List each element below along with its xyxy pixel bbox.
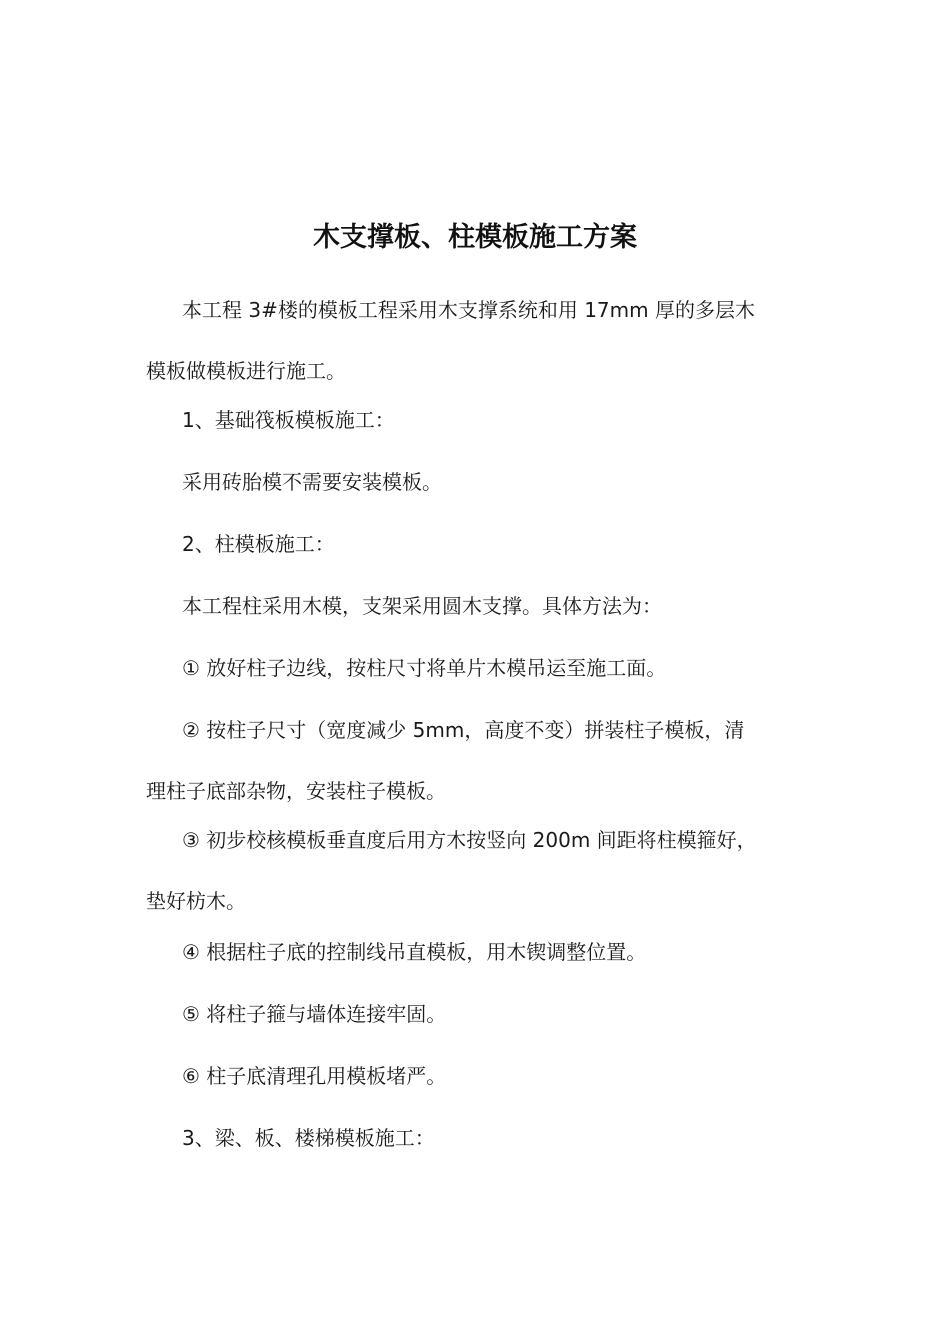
step-3 — [146, 810, 806, 932]
section-heading-beam-slab-stair — [146, 1108, 806, 1169]
paragraph-intro — [146, 280, 806, 402]
step-4 — [146, 922, 806, 983]
paragraph-line: 1、基础筏板模板施工： — [182, 408, 395, 432]
paragraph-line: 本工程柱采用木模，支架采用圆木支撑。具体方法为： — [182, 594, 662, 618]
paragraph-line: 2、柱模板施工： — [182, 532, 335, 556]
paragraph-line: 模板做模板进行施工。 — [146, 359, 346, 383]
step-2 — [146, 700, 806, 822]
step-5 — [146, 984, 806, 1045]
paragraph-line: ⑤ 将柱子箍与墙体连接牢固。 — [182, 1002, 447, 1026]
section-heading-column — [146, 514, 806, 575]
section-heading-foundation — [146, 390, 806, 451]
paragraph-line: ⑥ 柱子底清理孔用模板堵严。 — [182, 1064, 447, 1088]
document-title: 木支撑板、柱模板施工方案 — [313, 222, 637, 253]
paragraph-line: 3、梁、板、楼梯模板施工： — [182, 1126, 435, 1150]
paragraph-line: ① 放好柱子边线，按柱尺寸将单片木模吊运至施工面。 — [182, 656, 667, 680]
step-6 — [146, 1046, 806, 1107]
paragraph-line: ② 按柱子尺寸（宽度减少 5mm，高度不变）拼装柱子模板，清 — [182, 718, 745, 742]
paragraph-line: 采用砖胎模不需要安装模板。 — [182, 470, 442, 494]
paragraph-line: 垫好枋木。 — [146, 889, 246, 913]
paragraph-line: ③ 初步校核模板垂直度后用方木按竖向 200m 间距将柱模箍好， — [182, 828, 757, 852]
paragraph-line: 理柱子底部杂物，安装柱子模板。 — [146, 779, 446, 803]
paragraph-line: 本工程 3#楼的模板工程采用木支撑系统和用 17mm 厚的多层木 — [182, 298, 755, 322]
step-1 — [146, 638, 806, 699]
paragraph-line: ④ 根据柱子底的控制线吊直模板，用木锲调整位置。 — [182, 940, 647, 964]
paragraph-column-method — [146, 576, 806, 637]
paragraph-foundation — [146, 452, 806, 513]
